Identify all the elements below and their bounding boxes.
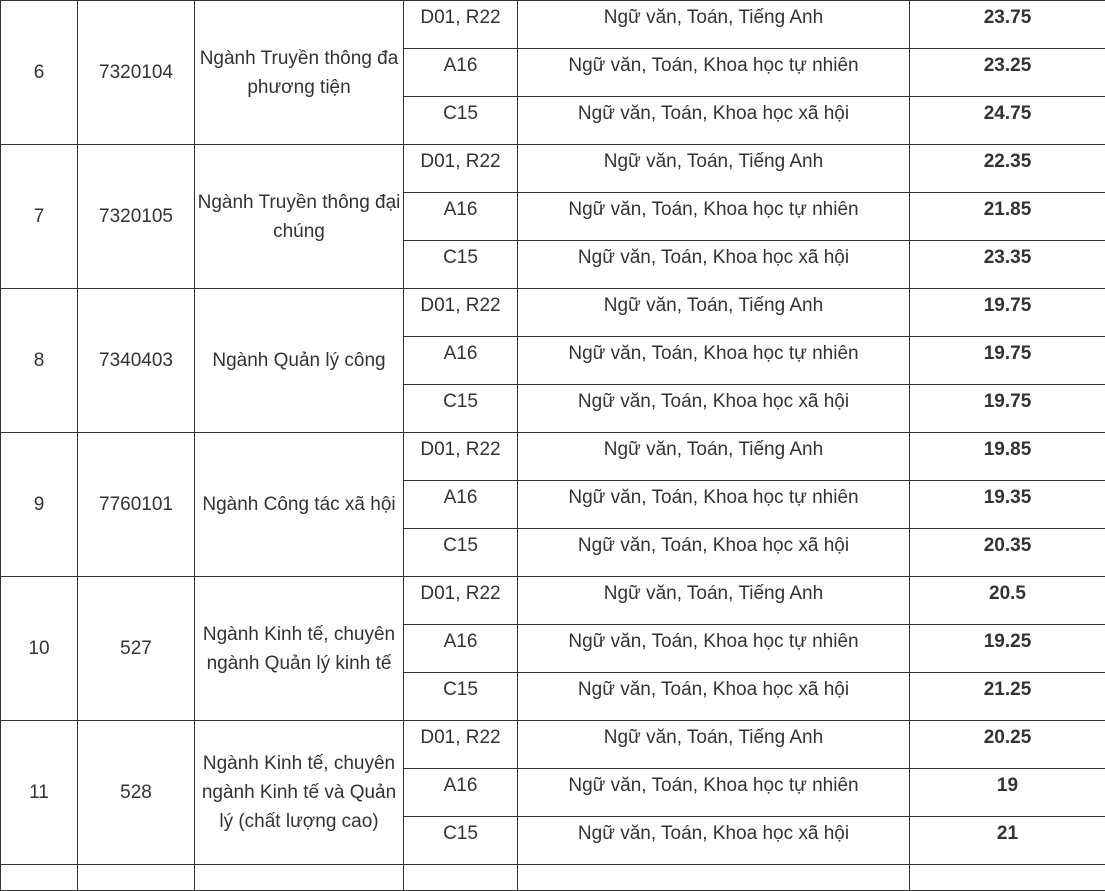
major-name: Ngành Truyền thông đa phương tiện [195,1,404,145]
exam-combination: A16 [404,193,518,241]
table-row [1,1,1105,49]
major-code: 7340403 [78,289,195,433]
exam-combination: C15 [404,673,518,721]
table-row [1,865,1105,891]
exam-combination: A16 [404,337,518,385]
table-row [1,721,1105,769]
major-name: Ngành Kinh tế, chuyên ngành Quản lý kinh tế [195,577,404,721]
cutoff-score: 19.25 [910,625,1105,673]
subjects: Ngữ văn, Toán, Tiếng Anh [518,721,910,769]
subjects: Ngữ văn, Toán, Khoa học xã hội [518,817,910,865]
exam-combination: C15 [404,385,518,433]
table-cell [518,865,910,891]
cutoff-score: 20.25 [910,721,1105,769]
subjects: Ngữ văn, Toán, Khoa học xã hội [518,97,910,145]
exam-combination: D01, R22 [404,433,518,481]
table-cell [1,865,78,891]
exam-combination: D01, R22 [404,289,518,337]
subjects: Ngữ văn, Toán, Khoa học tự nhiên [518,625,910,673]
major-name: Ngành Quản lý công [195,289,404,433]
subjects: Ngữ văn, Toán, Khoa học xã hội [518,385,910,433]
exam-combination: D01, R22 [404,1,518,49]
cutoff-score: 23.35 [910,241,1105,289]
exam-combination: A16 [404,625,518,673]
cutoff-score: 19.75 [910,337,1105,385]
exam-combination: C15 [404,241,518,289]
cutoff-score: 19.75 [910,289,1105,337]
major-code: 528 [78,721,195,865]
subjects: Ngữ văn, Toán, Tiếng Anh [518,289,910,337]
subjects: Ngữ văn, Toán, Khoa học xã hội [518,673,910,721]
cutoff-score: 23.25 [910,49,1105,97]
cutoff-score: 19 [910,769,1105,817]
row-number: 7 [1,145,78,289]
cutoff-score: 19.75 [910,385,1105,433]
cutoff-score: 22.35 [910,145,1105,193]
subjects: Ngữ văn, Toán, Khoa học xã hội [518,241,910,289]
cutoff-score: 19.35 [910,481,1105,529]
cutoff-score: 19.85 [910,433,1105,481]
major-name: Ngành Kinh tế, chuyên ngành Kinh tế và Quản lý (chất lượng cao) [195,721,404,865]
exam-combination: D01, R22 [404,577,518,625]
exam-combination: A16 [404,481,518,529]
exam-combination: C15 [404,529,518,577]
subjects: Ngữ văn, Toán, Khoa học tự nhiên [518,769,910,817]
subjects: Ngữ văn, Toán, Tiếng Anh [518,433,910,481]
cutoff-score: 20.5 [910,577,1105,625]
row-number: 11 [1,721,78,865]
cutoff-score: 21.25 [910,673,1105,721]
table-cell [404,865,518,891]
cutoff-score: 20.35 [910,529,1105,577]
row-number: 6 [1,1,78,145]
cutoff-score: 21.85 [910,193,1105,241]
cutoff-score: 21 [910,817,1105,865]
major-name: Ngành Công tác xã hội [195,433,404,577]
major-code: 7320104 [78,1,195,145]
subjects: Ngữ văn, Toán, Khoa học tự nhiên [518,481,910,529]
exam-combination: A16 [404,769,518,817]
major-code: 7320105 [78,145,195,289]
table-cell [910,865,1105,891]
row-number: 9 [1,433,78,577]
table-cell [195,865,404,891]
major-code: 7760101 [78,433,195,577]
cutoff-score: 23.75 [910,1,1105,49]
subjects: Ngữ văn, Toán, Khoa học tự nhiên [518,193,910,241]
exam-combination: C15 [404,817,518,865]
row-number: 8 [1,289,78,433]
exam-combination: D01, R22 [404,145,518,193]
table-row [1,289,1105,337]
table-cell [78,865,195,891]
subjects: Ngữ văn, Toán, Khoa học tự nhiên [518,49,910,97]
major-name: Ngành Truyền thông đại chúng [195,145,404,289]
row-number: 10 [1,577,78,721]
exam-combination: D01, R22 [404,721,518,769]
exam-combination: A16 [404,49,518,97]
subjects: Ngữ văn, Toán, Tiếng Anh [518,1,910,49]
table-row [1,577,1105,625]
table-row [1,145,1105,193]
subjects: Ngữ văn, Toán, Tiếng Anh [518,577,910,625]
subjects: Ngữ văn, Toán, Khoa học xã hội [518,529,910,577]
exam-combination: C15 [404,97,518,145]
table-row [1,433,1105,481]
major-code: 527 [78,577,195,721]
subjects: Ngữ văn, Toán, Tiếng Anh [518,145,910,193]
cutoff-score: 24.75 [910,97,1105,145]
subjects: Ngữ văn, Toán, Khoa học tự nhiên [518,337,910,385]
